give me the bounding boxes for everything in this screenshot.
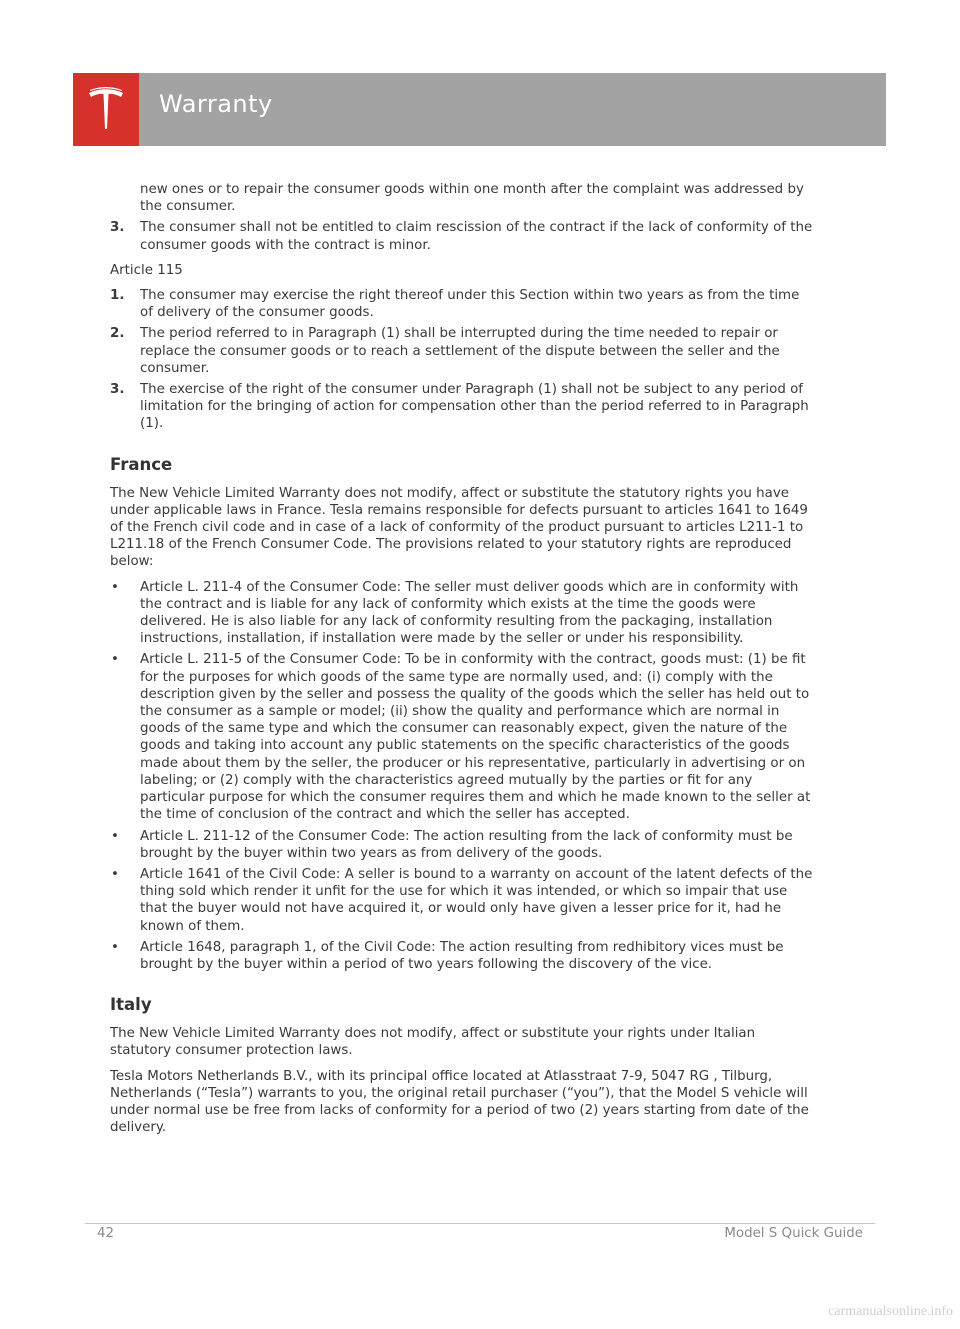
- list-text: The consumer may exercise the right thereof under this Section within two years as from the time of delivery of the consumer goods.: [140, 288, 800, 321]
- list-item: [110, 828, 815, 862]
- bullet: •: [111, 939, 119, 955]
- list-item: [110, 381, 815, 433]
- list-text: Article L. 211-4 of the Consumer Code: The seller must deliver goods which are in conformity with the contract and is liable for any lack of conformity which exists at the time the goods were delivered. He is also liable for any lack of conformity resulting from the packaging, installation instructions, installation, if installation were made by the seller or under his responsibility.: [140, 579, 799, 647]
- list-number: 3.: [110, 220, 125, 236]
- continued-paragraph: new ones or to repair the consumer goods within one month after the complaint was addressed by the consumer.: [140, 182, 804, 215]
- watermark: carmanualsonline.info: [828, 1304, 953, 1319]
- list-text: Article 1648, paragraph 1, of the Civil Code: The action resulting from redhibitory vices must be brought by the buyer within a period of two years following the discovery of the vice.: [140, 939, 784, 972]
- bullet: •: [111, 828, 119, 844]
- list-item: [110, 325, 815, 377]
- list-text: The consumer shall not be entitled to claim rescission of the contract if the lack of conformity of the consumer goods with the contract is minor.: [140, 220, 813, 253]
- page-header: [73, 73, 886, 146]
- list-item: [110, 651, 815, 823]
- france-intro: The New Vehicle Limited Warranty does not modify, affect or substitute the statutory rights you have under applicable laws in France. Tesla remains responsible for defects pursuant to articles 1641 to 1649 of the French civil code and in case of a lack of conformity of the product pursuant to articles L211-1 to L211.18 of the French Consumer Code. The provisions related to your statutory rights are reproduced below:: [110, 485, 808, 570]
- list-text: Article L. 211-5 of the Consumer Code: To be in conformity with the contract, goods must: (1) be fit for the purposes for which goods of the same type are normally used, and: (i) comply with the description given by the seller and possess the quality of the goods which the seller has held out to the consumer as a sample or model; (ii) show the quality and performance which are normal in goods of the same type and which the consumer can reasonably expect, given the nature of the goods and taking into account any public statements on the specific characteristics of the goods made about them by the seller, the producer or his representative, particularly in advertising or on labeling; or (2) comply with the characteristics agreed mutually by the parties or fit for any particular purpose for which the consumer requires them and which he made known to the seller at the time of conclusion of the contract and which the seller has accepted.: [140, 652, 811, 823]
- list-number: 2.: [110, 326, 125, 342]
- list-item: [110, 579, 815, 648]
- list-text: The exercise of the right of the consumer under Paragraph (1) shall not be subject to any period of limitation for the bringing of action for compensation other than the period referred to in Paragraph (1).: [140, 382, 809, 432]
- tesla-t-logo-icon: [86, 87, 126, 133]
- list-number: 1.: [110, 288, 125, 304]
- section-heading-france: France: [110, 454, 173, 474]
- guide-name: Model S Quick Guide: [724, 1226, 863, 1241]
- list-number: 3.: [110, 382, 125, 398]
- section-heading-italy: Italy: [110, 995, 152, 1015]
- list-text: Article 1641 of the Civil Code: A seller is bound to a warranty on account of the latent defects of the thing sold which render it unfit for the use for which it was intended, or which so impair that use that the buyer would not have acquired it, or would only have given a lesser price for it, had he known of them.: [140, 866, 813, 934]
- italy-paragraph-2: Tesla Motors Netherlands B.V., with its principal office located at Atlasstraat 7-9, 5047 RG , Tilburg, Netherlands (“Tesla”) warrants to you, the original retail purchaser (“you”), that the Model S vehicle will under normal use be free from lacks of conformity for a period of two (2) years starting from date of the delivery.: [110, 1068, 809, 1136]
- italy-paragraph-1: The New Vehicle Limited Warranty does not modify, affect or substitute your rights under Italian statutory consumer protection laws.: [110, 1026, 756, 1059]
- footer-divider: [85, 1223, 875, 1224]
- page-number: 42: [97, 1226, 115, 1241]
- tesla-logo: [73, 73, 139, 146]
- list-item: [110, 939, 815, 973]
- bullet: •: [111, 866, 119, 882]
- page-title: Warranty: [159, 90, 273, 118]
- page-content: [110, 181, 815, 1144]
- list-text: The period referred to in Paragraph (1) shall be interrupted during the time needed to repair or replace the consumer goods or to reach a settlement of the dispute between the seller and the consumer.: [140, 326, 780, 376]
- list-item: [110, 866, 815, 935]
- article-label: Article 115: [110, 262, 183, 278]
- list-item: [110, 287, 815, 321]
- list-item: [110, 219, 815, 253]
- bullet: •: [111, 579, 119, 595]
- bullet: •: [111, 652, 119, 668]
- list-text: Article L. 211-12 of the Consumer Code: The action resulting from the lack of conformity must be brought by the buyer within two years as from delivery of the goods.: [140, 828, 793, 861]
